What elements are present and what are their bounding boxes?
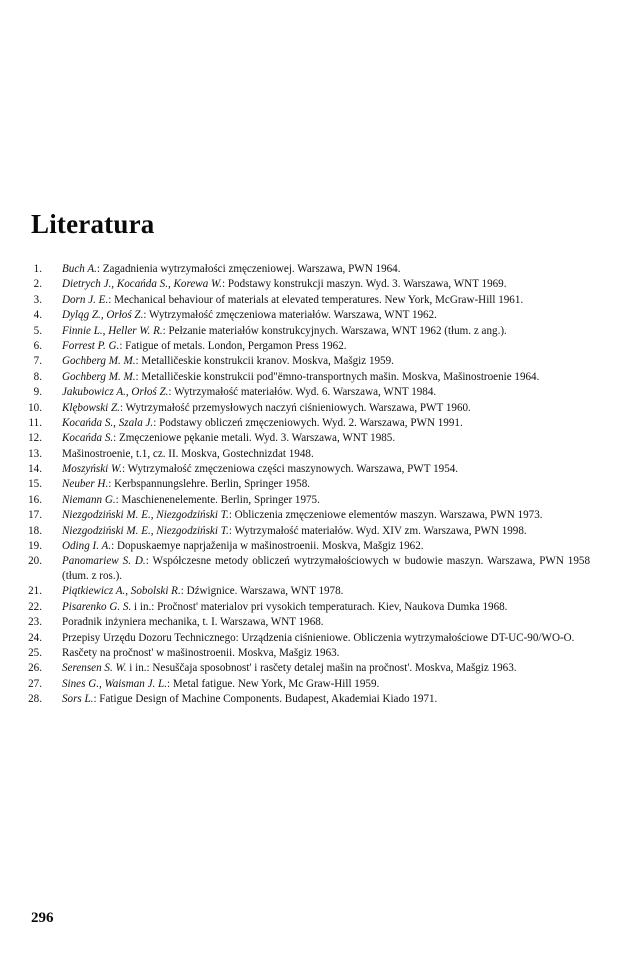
reference-text: Rasčety na pročnost' w mašinostroenii. Moskva, Mašgiz 1963. (62, 646, 340, 659)
reference-authors: Sines G., Waisman J. L. (62, 677, 167, 690)
reference-text: : Podstawy obliczeń zmęczeniowych. Wyd. 2. Warszawa, PWN 1991. (153, 416, 463, 429)
reference-number: 28. (28, 693, 42, 706)
reference-item (24, 493, 590, 508)
reference-text: : Wytrzymałość zmęczeniowa części maszynowych. Warszawa, PWT 1954. (122, 463, 459, 476)
reference-authors: Niezgodziński M. E., Niezgodziński T. (62, 524, 229, 537)
reference-item (24, 615, 590, 630)
reference-authors: Pisarenko G. S. (62, 600, 132, 613)
reference-text: i in.: Pročnost' materialov pri vysokich temperaturach. Kiev, Naukova Dumka 1968. (131, 600, 508, 613)
reference-authors: Dyląg Z., Orłoś Z. (62, 309, 144, 322)
reference-authors: Neuber H. (62, 478, 109, 491)
reference-text: : Wytrzymałość przemysłowych naczyń ciśnieniowych. Warszawa, PWT 1960. (119, 401, 471, 414)
reference-text: : Fatigue Design of Machine Components. Budapest, Akademiai Kiado 1971. (93, 693, 438, 706)
reference-item (24, 508, 590, 523)
reference-number: 23. (28, 616, 42, 629)
page-number: 296 (31, 910, 54, 926)
reference-item (24, 339, 590, 354)
reference-text: : Współczesne metody obliczeń wytrzymałościowych w budowie maszyn. Warszawa, PWN 1958 (tłum. z ros.). (62, 555, 590, 583)
reference-text: : Obliczenia zmęczeniowe elementów maszyn. Warszawa, PWN 1973. (228, 509, 543, 522)
reference-item (24, 554, 590, 583)
reference-number: 18. (28, 524, 42, 537)
reference-number: 6. (33, 339, 42, 352)
reference-item (24, 324, 590, 339)
reference-authors: Panomariew S. D. (62, 555, 146, 568)
reference-item (24, 354, 590, 369)
reference-number: 14. (28, 463, 42, 476)
reference-number: 7. (33, 355, 42, 368)
reference-item (24, 584, 590, 599)
reference-number: 21. (28, 585, 42, 598)
reference-text: : Dopuskaemye naprjaženija w mašinostroenii. Moskva, Mašgiz 1962. (111, 540, 424, 553)
reference-authors: Niezgodziński M. E., Niezgodziński T. (62, 509, 229, 522)
reference-text: : Podstawy konstrukcji maszyn. Wyd. 3. Warszawa, WNT 1969. (222, 278, 507, 291)
reference-item (24, 692, 590, 707)
reference-authors: Dorn J. E. (62, 293, 109, 306)
reference-number: 12. (28, 432, 42, 445)
reference-authors: Oding I. A. (62, 540, 112, 553)
reference-number: 4. (33, 309, 42, 322)
reference-number: 1. (33, 263, 42, 275)
reference-number: 10. (28, 401, 42, 414)
reference-text: : Zagadnienia wytrzymałości zmęczeniowej. Warszawa, PWN 1964. (96, 263, 401, 275)
reference-text: : Wytrzymałość materiałów. Wyd. XIV zm. Warszawa, PWN 1998. (228, 524, 527, 537)
page-title: Literatura (31, 209, 155, 239)
reference-authors: Piątkiewicz A., Sobolski R. (62, 585, 181, 598)
reference-text: : Maschienenelemente. Berlin, Springer 1975. (115, 493, 320, 506)
reference-authors: Gochberg M. M. (62, 370, 136, 383)
reference-authors: Forrest P. G. (62, 339, 120, 352)
reference-item (24, 631, 590, 646)
reference-text: i in.: Nesuščaja sposobnost' i rasčety detalej mašin na pročnost'. Moskva, Mašgiz 1963. (126, 662, 517, 675)
reference-item (24, 539, 590, 554)
reference-text: Poradnik inżyniera mechanika, t. I. Warszawa, WNT 1968. (62, 616, 324, 629)
reference-text: Mašinostroenie, t.1, cz. II. Moskva, Gostechnizdat 1948. (62, 447, 314, 460)
reference-text: Przepisy Urzędu Dozoru Technicznego: Urządzenia ciśnieniowe. Obliczenia wytrzymałościowe DT-UC-90/WO-O. (62, 631, 575, 644)
reference-item (24, 447, 590, 462)
reference-text: : Kerbspannungslehre. Berlin, Springer 1958. (108, 478, 311, 491)
reference-text: : Mechanical behaviour of materials at elevated temperatures. New York, McGraw-Hill 1961. (108, 293, 524, 306)
reference-number: 8. (33, 370, 42, 383)
reference-authors: Jakubowicz A., Orłoś Z. (62, 386, 169, 399)
reference-authors: Klębowski Z. (62, 401, 120, 414)
reference-number: 19. (28, 540, 42, 553)
reference-authors: Dietrych J., Kocańda S., Korewa W. (62, 278, 223, 291)
reference-item (24, 385, 590, 400)
reference-text: : Metalličeskie konstrukcii kranov. Moskva, Mašgiz 1959. (135, 355, 394, 368)
reference-authors: Buch A. (62, 263, 97, 275)
reference-item (24, 416, 590, 431)
reference-number: 5. (33, 324, 42, 337)
reference-item (24, 431, 590, 446)
reference-authors: Kocańda S., Szala J. (62, 416, 154, 429)
reference-number: 25. (28, 646, 42, 659)
reference-text: : Wytrzymałość materiałów. Wyd. 6. Warszawa, WNT 1984. (168, 386, 437, 399)
reference-list (24, 262, 590, 708)
reference-text: : Pełzanie materiałów konstrukcyjnych. Warszawa, WNT 1962 (tłum. z ang.). (162, 324, 507, 337)
reference-number: 24. (28, 631, 42, 644)
reference-item (24, 661, 590, 676)
reference-authors: Gochberg M. M. (62, 355, 136, 368)
reference-text: : Dźwignice. Warszawa, WNT 1978. (180, 585, 344, 598)
reference-authors: Moszyński W. (62, 463, 122, 476)
reference-authors: Sors L. (62, 693, 94, 706)
reference-number: 13. (28, 447, 42, 460)
reference-text: : Zmęczeniowe pękanie metali. Wyd. 3. Warszawa, WNT 1985. (113, 432, 396, 445)
reference-number: 15. (28, 478, 42, 491)
reference-number: 2. (33, 278, 42, 291)
reference-authors: Niemann G. (62, 493, 116, 506)
reference-number: 22. (28, 600, 42, 613)
reference-authors: Serensen S. W. (62, 662, 127, 675)
reference-item (24, 293, 590, 308)
reference-text: : Wytrzymałość zmęczeniowa materiałów. Warszawa, WNT 1962. (143, 309, 437, 322)
reference-item (24, 370, 590, 385)
reference-text: : Metalličeskie konstrukcii pod"ëmno-transportnych mašin. Moskva, Mašinostroenie 1964. (135, 370, 540, 383)
reference-number: 20. (28, 555, 42, 568)
reference-text: : Fatigue of metals. London, Pergamon Press 1962. (119, 339, 347, 352)
reference-item (24, 262, 590, 277)
reference-item (24, 646, 590, 661)
reference-item (24, 524, 590, 539)
reference-number: 17. (28, 509, 42, 522)
reference-item (24, 308, 590, 323)
reference-authors: Finnie L., Heller W. R. (62, 324, 163, 337)
reference-number: 26. (28, 662, 42, 675)
reference-item (24, 477, 590, 492)
reference-item (24, 401, 590, 416)
reference-authors: Kocańda S. (62, 432, 114, 445)
reference-number: 11. (28, 416, 42, 429)
reference-item (24, 677, 590, 692)
reference-item (24, 277, 590, 292)
reference-text: : Metal fatigue. New York, Mc Graw-Hill 1959. (166, 677, 380, 690)
reference-number: 16. (28, 493, 42, 506)
reference-number: 3. (33, 293, 42, 306)
reference-number: 27. (28, 677, 42, 690)
reference-number: 9. (33, 386, 42, 399)
reference-item (24, 462, 590, 477)
reference-item (24, 600, 590, 615)
